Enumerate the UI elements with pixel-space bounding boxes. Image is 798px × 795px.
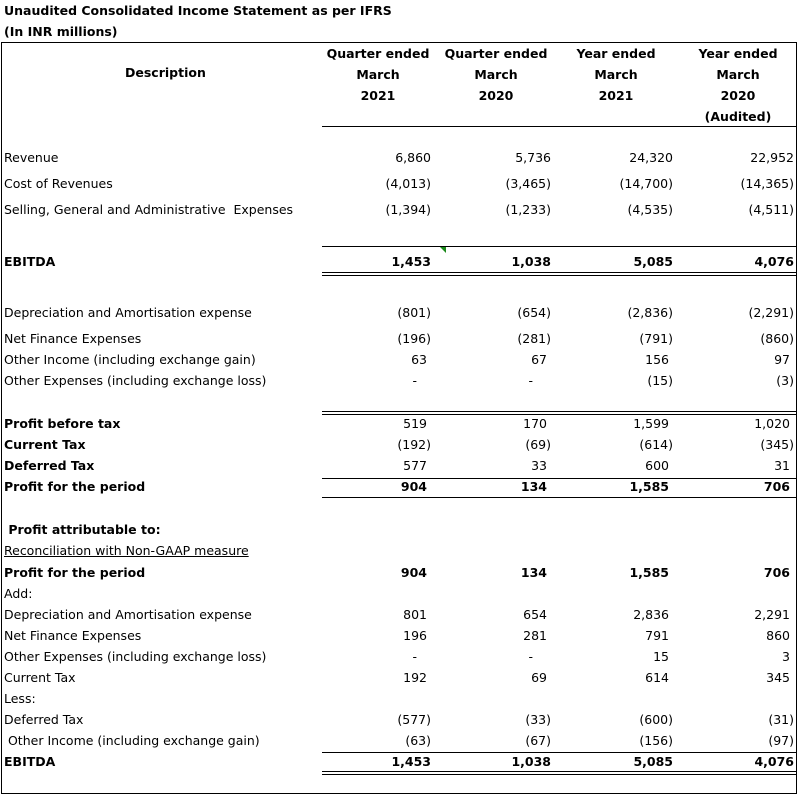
table-row xyxy=(0,710,798,730)
row-value: 1,038 xyxy=(511,754,551,769)
table-row xyxy=(0,414,798,434)
row-value: (4,535) xyxy=(627,202,673,217)
row-label: Less: xyxy=(4,691,36,706)
row-value: 192 xyxy=(403,670,427,685)
row-label: Profit for the period xyxy=(4,479,146,494)
column-header-line: 2021 xyxy=(598,88,634,103)
table-row xyxy=(0,174,798,194)
row-value: (3,465) xyxy=(505,176,551,191)
table-row xyxy=(0,371,798,391)
row-value: 577 xyxy=(403,458,427,473)
row-value: (600) xyxy=(639,712,673,727)
row-value: (1,233) xyxy=(505,202,551,217)
table-row xyxy=(0,731,798,751)
row-label: Deferred Tax xyxy=(4,712,84,727)
row-label: Revenue xyxy=(4,150,59,165)
row-label: Current Tax xyxy=(4,437,86,452)
row-value: (577) xyxy=(397,712,431,727)
row-value: 801 xyxy=(403,607,427,622)
row-value: 706 xyxy=(763,479,790,494)
row-value: 860 xyxy=(766,628,790,643)
table-row xyxy=(0,435,798,455)
row-value: 281 xyxy=(523,628,547,643)
row-value: (196) xyxy=(397,331,431,346)
row-value: (4,013) xyxy=(385,176,431,191)
row-value: 5,085 xyxy=(633,754,673,769)
column-header-line: 2020 xyxy=(720,88,756,103)
row-value: 1,020 xyxy=(754,416,790,431)
row-value: 69 xyxy=(531,670,547,685)
row-label: Cost of Revenues xyxy=(4,176,113,191)
table-row xyxy=(0,584,798,604)
row-value: (97) xyxy=(768,733,794,748)
row-value: (2,291) xyxy=(748,305,794,320)
row-value: (31) xyxy=(768,712,794,727)
row-value: (156) xyxy=(639,733,673,748)
row-value: (69) xyxy=(525,437,551,452)
row-value: (14,700) xyxy=(619,176,673,191)
row-value: (15) xyxy=(647,373,673,388)
total-rule xyxy=(322,272,797,273)
row-value: (791) xyxy=(639,331,673,346)
row-value: 600 xyxy=(645,458,669,473)
row-value: - xyxy=(528,649,533,664)
column-header-line: (Audited) xyxy=(704,109,772,124)
row-value: 1,038 xyxy=(511,254,551,269)
row-value: - xyxy=(412,649,417,664)
total-rule xyxy=(322,497,797,498)
row-value: (654) xyxy=(517,305,551,320)
row-value: 614 xyxy=(645,670,669,685)
row-value: (281) xyxy=(517,331,551,346)
row-value: (33) xyxy=(525,712,551,727)
row-value: 519 xyxy=(403,416,427,431)
column-header-line: March xyxy=(356,67,400,82)
column-header-line: March xyxy=(716,67,760,82)
row-label: Other Expenses (including exchange loss) xyxy=(4,649,267,664)
row-value: 67 xyxy=(531,352,547,367)
row-label: Other Income (including exchange gain) xyxy=(4,352,256,367)
table-row xyxy=(0,329,798,349)
table-row xyxy=(0,626,798,646)
row-label: Depreciation and Amortisation expense xyxy=(4,607,252,622)
row-value: (345) xyxy=(760,437,794,452)
row-label: EBITDA xyxy=(4,254,56,269)
row-value: (614) xyxy=(639,437,673,452)
table-row xyxy=(0,200,798,220)
row-value: (3) xyxy=(776,373,794,388)
row-value: 791 xyxy=(645,628,669,643)
row-value: (1,394) xyxy=(385,202,431,217)
row-value: 706 xyxy=(763,565,790,580)
row-value: 3 xyxy=(782,649,790,664)
row-value: 1,453 xyxy=(391,254,431,269)
row-value: - xyxy=(528,373,533,388)
statement-title: Unaudited Consolidated Income Statement as per IFRS xyxy=(4,3,392,18)
row-value: 5,085 xyxy=(633,254,673,269)
row-label: Profit before tax xyxy=(4,416,121,431)
table-row xyxy=(0,647,798,667)
row-value: (63) xyxy=(405,733,431,748)
row-label: Profit attributable to: xyxy=(4,522,161,537)
description-header: Description xyxy=(125,65,206,80)
table-row xyxy=(0,668,798,688)
table-row xyxy=(0,148,798,168)
column-header-line: Year ended xyxy=(698,46,778,61)
section-heading xyxy=(0,541,798,561)
table-row-ebitda xyxy=(0,252,798,272)
row-value: 15 xyxy=(653,649,669,664)
row-value: 170 xyxy=(523,416,547,431)
row-value: (14,365) xyxy=(740,176,794,191)
table-row xyxy=(0,605,798,625)
section-heading xyxy=(0,520,798,540)
row-value: 2,836 xyxy=(633,607,669,622)
row-value: 24,320 xyxy=(629,150,673,165)
row-value: 345 xyxy=(766,670,790,685)
column-header-line: Year ended xyxy=(576,46,656,61)
column-header-line: 2021 xyxy=(360,88,396,103)
subtotal-rule xyxy=(322,411,797,412)
row-value: (67) xyxy=(525,733,551,748)
row-value: 33 xyxy=(531,458,547,473)
total-double-rule xyxy=(322,774,797,775)
column-header-line: Quarter ended xyxy=(326,46,430,61)
row-value: (4,511) xyxy=(748,202,794,217)
row-label: Reconciliation with Non-GAAP measure xyxy=(4,543,249,558)
row-label: Profit for the period xyxy=(4,565,146,580)
total-double-rule xyxy=(322,275,797,276)
row-value: 156 xyxy=(645,352,669,367)
row-value: 5,736 xyxy=(515,150,551,165)
table-row xyxy=(0,689,798,709)
row-label: Current Tax xyxy=(4,670,76,685)
column-header-q4-2021 xyxy=(322,43,434,106)
row-value: 1,585 xyxy=(629,479,669,494)
row-label: Net Finance Expenses xyxy=(4,628,142,643)
column-header-line: March xyxy=(474,67,518,82)
table-row xyxy=(0,456,798,476)
row-value: 654 xyxy=(523,607,547,622)
total-rule xyxy=(322,771,797,772)
subtotal-rule xyxy=(322,246,797,247)
row-value: 1,585 xyxy=(629,565,669,580)
row-value: (192) xyxy=(397,437,431,452)
row-label: Net Finance Expenses xyxy=(4,331,142,346)
column-header-fy-2020 xyxy=(682,43,794,127)
row-value: 22,952 xyxy=(750,150,794,165)
column-header-line: March xyxy=(594,67,638,82)
table-row-ebitda-reconciled xyxy=(0,752,798,772)
row-value: 1,599 xyxy=(633,416,669,431)
row-value: 4,076 xyxy=(754,754,794,769)
header-divider xyxy=(322,126,797,127)
column-header-line: 2020 xyxy=(478,88,514,103)
row-label: Selling, General and Administrative Expenses xyxy=(4,202,294,217)
row-value: (860) xyxy=(760,331,794,346)
row-value: 31 xyxy=(774,458,790,473)
row-value: 2,291 xyxy=(754,607,790,622)
column-header-fy-2021 xyxy=(560,43,672,106)
row-value: 196 xyxy=(403,628,427,643)
row-value: 63 xyxy=(411,352,427,367)
row-value: 904 xyxy=(400,565,427,580)
row-label: Depreciation and Amortisation expense xyxy=(4,305,252,320)
row-value: - xyxy=(412,373,417,388)
row-value: 134 xyxy=(520,565,547,580)
row-value: 6,860 xyxy=(395,150,431,165)
row-label: Add: xyxy=(4,586,33,601)
table-row xyxy=(0,303,798,323)
row-label: Other Income (including exchange gain) xyxy=(4,733,260,748)
row-value: 134 xyxy=(520,479,547,494)
row-value: (801) xyxy=(397,305,431,320)
row-value: 97 xyxy=(774,352,790,367)
row-value: 904 xyxy=(400,479,427,494)
column-header-line: Quarter ended xyxy=(444,46,548,61)
row-value: (2,836) xyxy=(627,305,673,320)
table-row-profit xyxy=(0,477,798,497)
table-row xyxy=(0,563,798,583)
row-label: Deferred Tax xyxy=(4,458,95,473)
table-row xyxy=(0,350,798,370)
row-label: Other Expenses (including exchange loss) xyxy=(4,373,267,388)
row-value: 1,453 xyxy=(391,754,431,769)
row-value: 4,076 xyxy=(754,254,794,269)
currency-note: (In INR millions) xyxy=(4,24,118,39)
column-header-q4-2020 xyxy=(440,43,552,106)
row-label: EBITDA xyxy=(4,754,56,769)
